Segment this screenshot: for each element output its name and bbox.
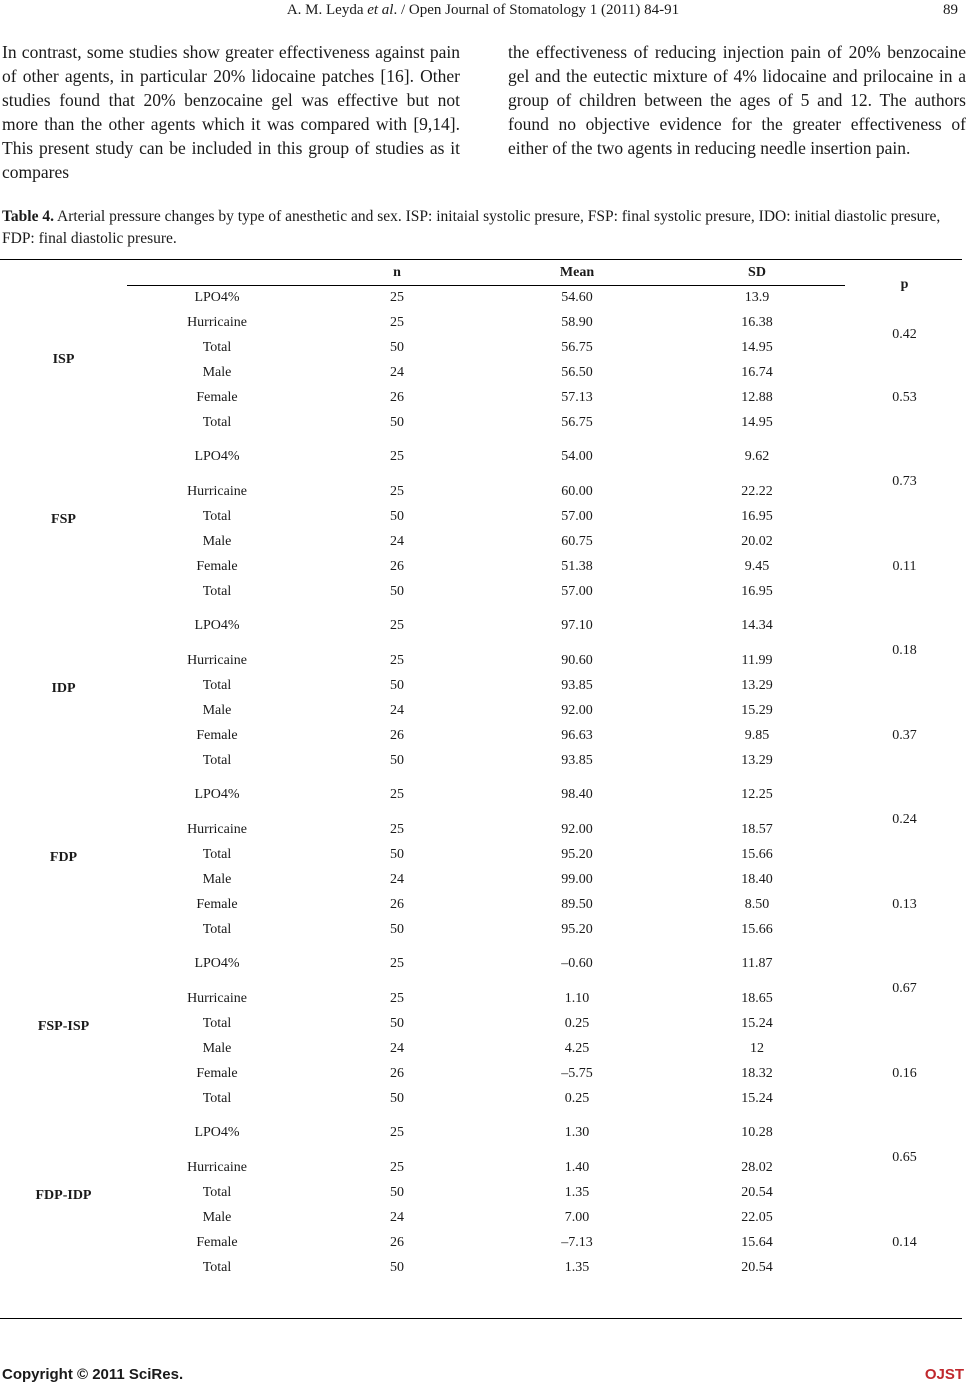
table-caption-label: Table 4. bbox=[2, 208, 54, 225]
cell-mean: 96.63 bbox=[561, 727, 593, 743]
row-label: LPO4% bbox=[194, 449, 240, 464]
table-row bbox=[0, 1061, 962, 1086]
table-caption bbox=[2, 206, 962, 250]
cell-n: 26 bbox=[390, 389, 404, 405]
cell-n: 25 bbox=[390, 1125, 404, 1140]
cell-mean: 56.75 bbox=[561, 414, 593, 430]
row-label: Total bbox=[202, 752, 232, 768]
table-row bbox=[0, 773, 962, 817]
cell-mean: 60.75 bbox=[561, 533, 593, 549]
cell-n: 24 bbox=[390, 702, 404, 718]
header-blank-group bbox=[0, 260, 127, 285]
table-row bbox=[0, 648, 962, 673]
cell-n: 25 bbox=[390, 1159, 404, 1175]
p-value-sex: 0.11 bbox=[892, 558, 917, 574]
header-n: n bbox=[393, 264, 401, 280]
table-row bbox=[0, 479, 962, 504]
body-text-left-column: In contrast, some studies show greater effectiveness against pain of other agents, in particular 20% lidocaine patches [16]. Other studies found that 20% benzocaine gel was effective but not more than the other agents which it was compared with [9,14]. This present study can be included in this group of studies as it compares bbox=[2, 42, 460, 182]
table-header-row bbox=[0, 260, 962, 285]
cell-mean: 89.50 bbox=[561, 896, 593, 912]
cell-mean: 99.00 bbox=[561, 871, 593, 887]
row-label: Male bbox=[202, 871, 232, 887]
cell-mean: 1.10 bbox=[564, 990, 590, 1006]
cell-sd: 14.95 bbox=[741, 414, 773, 430]
cell-n: 24 bbox=[390, 364, 404, 380]
cell-sd: 11.99 bbox=[741, 652, 773, 668]
cell-sd: 14.34 bbox=[741, 618, 773, 633]
cell-n: 26 bbox=[390, 896, 404, 912]
table-row bbox=[0, 1255, 962, 1280]
cell-mean: 92.00 bbox=[561, 821, 593, 837]
cell-sd: 20.54 bbox=[741, 1184, 773, 1200]
cell-n: 50 bbox=[390, 921, 404, 937]
cell-n: 26 bbox=[390, 1234, 404, 1250]
row-label: LPO4% bbox=[194, 787, 240, 802]
cell-n: 24 bbox=[390, 1209, 404, 1225]
row-label: Male bbox=[202, 364, 232, 380]
cell-sd: 28.02 bbox=[741, 1159, 773, 1175]
cell-n: 25 bbox=[390, 449, 404, 464]
table-row bbox=[0, 1111, 962, 1155]
cell-sd: 22.05 bbox=[741, 1209, 773, 1225]
cell-sd: 22.22 bbox=[741, 483, 773, 499]
cell-sd: 11.87 bbox=[741, 956, 773, 971]
table-row bbox=[0, 1036, 962, 1061]
table-row bbox=[0, 748, 962, 773]
table-row bbox=[0, 1230, 962, 1255]
table-row bbox=[0, 673, 962, 698]
cell-sd: 9.85 bbox=[744, 727, 770, 743]
cell-sd: 13.29 bbox=[741, 752, 773, 768]
row-label: Total bbox=[202, 414, 232, 430]
cell-mean: –7.13 bbox=[561, 1234, 593, 1250]
table-row bbox=[0, 1180, 962, 1205]
cell-sd: 9.45 bbox=[744, 558, 770, 574]
row-label: LPO4% bbox=[194, 618, 240, 633]
cell-mean: 57.00 bbox=[561, 583, 593, 599]
cell-sd: 20.54 bbox=[741, 1259, 773, 1275]
cell-sd: 18.32 bbox=[741, 1065, 773, 1081]
row-label: Hurricaine bbox=[187, 990, 247, 1006]
cell-mean: 56.75 bbox=[561, 339, 593, 355]
p-value-anesthetic: 0.73 bbox=[892, 474, 917, 489]
cell-sd: 20.02 bbox=[741, 533, 773, 549]
table-row bbox=[0, 892, 962, 917]
cell-n: 50 bbox=[390, 1184, 404, 1200]
cell-sd: 18.40 bbox=[741, 871, 773, 887]
table-row bbox=[0, 723, 962, 748]
row-label: Male bbox=[202, 702, 232, 718]
cell-sd: 15.66 bbox=[741, 846, 773, 862]
cell-sd: 8.50 bbox=[744, 896, 770, 912]
cell-n: 26 bbox=[390, 727, 404, 743]
p-value-sex: 0.16 bbox=[892, 1065, 917, 1081]
table-row bbox=[0, 360, 962, 385]
row-label: Total bbox=[202, 508, 232, 524]
p-value-anesthetic: 0.65 bbox=[892, 1150, 917, 1165]
cell-mean: 7.00 bbox=[564, 1209, 590, 1225]
cell-n: 50 bbox=[390, 508, 404, 524]
cell-mean: 90.60 bbox=[561, 652, 593, 668]
p-value-sex: 0.37 bbox=[892, 727, 917, 743]
cell-sd: 18.57 bbox=[741, 821, 773, 837]
table-row bbox=[0, 1205, 962, 1230]
table-row bbox=[0, 842, 962, 867]
row-label: Female bbox=[196, 1065, 238, 1081]
cell-n: 25 bbox=[390, 314, 404, 330]
cell-sd: 16.95 bbox=[741, 583, 773, 599]
row-label: LPO4% bbox=[194, 289, 240, 305]
row-label: Hurricaine bbox=[187, 1159, 247, 1175]
cell-mean: 93.85 bbox=[561, 752, 593, 768]
cell-n: 24 bbox=[390, 533, 404, 549]
p-value-sex: 0.14 bbox=[892, 1234, 917, 1250]
cell-mean: 57.00 bbox=[561, 508, 593, 524]
row-label: Total bbox=[202, 1090, 232, 1106]
cell-sd: 9.62 bbox=[744, 449, 770, 464]
table-row bbox=[0, 435, 962, 479]
row-label: Female bbox=[196, 558, 238, 574]
cell-mean: 1.35 bbox=[564, 1184, 590, 1200]
cell-mean: 54.60 bbox=[561, 289, 593, 305]
copyright-notice: Copyright © 2011 SciRes. bbox=[2, 1366, 184, 1383]
cell-n: 25 bbox=[390, 990, 404, 1006]
cell-sd: 15.24 bbox=[741, 1090, 773, 1106]
row-label: Male bbox=[202, 1040, 232, 1056]
group-label: FDP-IDP bbox=[35, 1187, 92, 1203]
cell-n: 50 bbox=[390, 752, 404, 768]
cell-n: 26 bbox=[390, 558, 404, 574]
table-row bbox=[0, 529, 962, 554]
row-label: Hurricaine bbox=[187, 483, 247, 499]
page-number: 89 bbox=[943, 2, 958, 18]
table-row bbox=[0, 504, 962, 529]
cell-n: 25 bbox=[390, 483, 404, 499]
row-label: Female bbox=[196, 1234, 238, 1250]
row-label: Total bbox=[202, 846, 232, 862]
cell-sd: 15.29 bbox=[741, 702, 773, 718]
cell-mean: 54.00 bbox=[561, 449, 593, 464]
cell-mean: 0.25 bbox=[564, 1090, 590, 1106]
cell-mean: 58.90 bbox=[561, 314, 593, 330]
cell-mean: 1.40 bbox=[564, 1159, 590, 1175]
cell-n: 24 bbox=[390, 1040, 404, 1056]
cell-n: 24 bbox=[390, 871, 404, 887]
row-label: Total bbox=[202, 1184, 232, 1200]
group-label: FSP-ISP bbox=[37, 1018, 90, 1034]
cell-n: 25 bbox=[390, 821, 404, 837]
cell-mean: 57.13 bbox=[561, 389, 593, 405]
cell-sd: 10.28 bbox=[741, 1125, 773, 1140]
table-row bbox=[0, 942, 962, 986]
row-label: Total bbox=[202, 921, 232, 937]
cell-mean: 1.35 bbox=[564, 1259, 590, 1275]
table-row bbox=[0, 410, 962, 435]
row-label: Total bbox=[202, 677, 232, 693]
p-value-anesthetic: 0.18 bbox=[892, 643, 917, 658]
cell-sd: 18.65 bbox=[741, 990, 773, 1006]
row-label: LPO4% bbox=[194, 1125, 240, 1140]
header-p: p bbox=[900, 277, 909, 292]
cell-mean: 4.25 bbox=[564, 1040, 590, 1056]
cell-sd: 15.64 bbox=[741, 1234, 773, 1250]
cell-mean: 56.50 bbox=[561, 364, 593, 380]
p-value-anesthetic: 0.42 bbox=[892, 327, 917, 342]
cell-sd: 16.74 bbox=[741, 364, 773, 380]
cell-sd: 13.9 bbox=[744, 289, 770, 305]
table-bottom-rule bbox=[0, 1318, 962, 1319]
cell-mean: –0.60 bbox=[561, 956, 593, 971]
cell-mean: 0.25 bbox=[564, 1015, 590, 1031]
header-mean: Mean bbox=[559, 264, 595, 280]
cell-n: 25 bbox=[390, 289, 404, 305]
table-row bbox=[0, 335, 962, 360]
table-row bbox=[0, 579, 962, 604]
row-label: Male bbox=[202, 533, 232, 549]
p-value-sex: 0.53 bbox=[892, 389, 917, 405]
table-row bbox=[0, 1086, 962, 1111]
row-label: Total bbox=[202, 339, 232, 355]
cell-mean: 95.20 bbox=[561, 921, 593, 937]
cell-mean: 51.38 bbox=[561, 558, 593, 574]
cell-n: 25 bbox=[390, 652, 404, 668]
row-label: Female bbox=[196, 389, 238, 405]
cell-mean: 92.00 bbox=[561, 702, 593, 718]
cell-sd: 14.95 bbox=[741, 339, 773, 355]
cell-mean: 1.30 bbox=[564, 1125, 590, 1140]
cell-sd: 16.95 bbox=[741, 508, 773, 524]
cell-mean: 97.10 bbox=[561, 618, 593, 633]
row-label: Total bbox=[202, 1259, 232, 1275]
cell-sd: 12 bbox=[750, 1040, 764, 1056]
p-value-anesthetic: 0.24 bbox=[892, 812, 917, 827]
cell-sd: 13.29 bbox=[741, 677, 773, 693]
table-row bbox=[0, 867, 962, 892]
cell-n: 25 bbox=[390, 618, 404, 633]
cell-n: 25 bbox=[390, 956, 404, 971]
cell-n: 50 bbox=[390, 677, 404, 693]
table-row bbox=[0, 1011, 962, 1036]
table-row bbox=[0, 554, 962, 579]
group-label: IDP bbox=[51, 680, 76, 696]
cell-sd: 15.66 bbox=[741, 921, 773, 937]
cell-n: 50 bbox=[390, 414, 404, 430]
table-row bbox=[0, 698, 962, 723]
row-label: Female bbox=[196, 727, 238, 743]
cell-mean: –5.75 bbox=[561, 1065, 593, 1081]
row-label: Hurricaine bbox=[187, 652, 247, 668]
table-row bbox=[0, 817, 962, 842]
cell-mean: 95.20 bbox=[561, 846, 593, 862]
body-text-right-column: the effectiveness of reducing injection pain of 20% benzocaine gel and the eutectic mixture of 4% lidocaine and prilocaine in a group of children between the ages of 5 and 12. The authors found no objective evidence for the greater effectiveness of either of the two agents in reducing needle insertion pain. bbox=[508, 42, 966, 158]
cell-n: 26 bbox=[390, 1065, 404, 1081]
table-row bbox=[0, 310, 962, 335]
p-value-anesthetic: 0.67 bbox=[892, 981, 917, 996]
row-label: Female bbox=[196, 896, 238, 912]
table-row bbox=[0, 986, 962, 1011]
cell-sd: 12.25 bbox=[741, 787, 773, 802]
cell-n: 50 bbox=[390, 583, 404, 599]
page-footer bbox=[2, 1366, 964, 1386]
cell-n: 50 bbox=[390, 1090, 404, 1106]
table-row bbox=[0, 604, 962, 648]
cell-sd: 15.24 bbox=[741, 1015, 773, 1031]
header-blank-item bbox=[127, 260, 307, 285]
group-label: ISP bbox=[52, 352, 75, 367]
running-title: A. M. Leyda et al. / Open Journal of Stomatology 1 (2011) 84-91 bbox=[286, 2, 680, 18]
p-value-sex: 0.13 bbox=[892, 896, 917, 912]
group-label: FDP bbox=[49, 849, 78, 865]
header-sd: SD bbox=[748, 264, 766, 280]
journal-abbreviation: OJST bbox=[924, 1366, 964, 1383]
cell-mean: 98.40 bbox=[561, 787, 593, 802]
cell-n: 50 bbox=[390, 846, 404, 862]
cell-n: 25 bbox=[390, 787, 404, 802]
row-label: LPO4% bbox=[194, 956, 240, 971]
table-row bbox=[0, 917, 962, 942]
row-label: Hurricaine bbox=[187, 821, 247, 837]
cell-sd: 16.38 bbox=[741, 314, 773, 330]
row-label: Male bbox=[202, 1209, 232, 1225]
cell-n: 50 bbox=[390, 1259, 404, 1275]
group-label: FSP bbox=[51, 511, 76, 527]
table-row bbox=[0, 285, 962, 310]
row-label: Total bbox=[202, 583, 232, 599]
table-caption-text: Arterial pressure changes by type of anesthetic and sex. ISP: initaial systolic presure, FSP: final systolic presure, IDO: initial diastolic presure, FDP: final diastolic presure. bbox=[2, 208, 941, 247]
cell-mean: 60.00 bbox=[561, 483, 593, 499]
cell-mean: 93.85 bbox=[561, 677, 593, 693]
row-label: Total bbox=[202, 1015, 232, 1031]
data-table bbox=[0, 260, 962, 1280]
running-header bbox=[0, 2, 966, 24]
cell-sd: 12.88 bbox=[741, 389, 773, 405]
cell-n: 50 bbox=[390, 1015, 404, 1031]
table-row bbox=[0, 1155, 962, 1180]
table-row bbox=[0, 385, 962, 410]
row-label: Hurricaine bbox=[187, 314, 247, 330]
cell-n: 50 bbox=[390, 339, 404, 355]
